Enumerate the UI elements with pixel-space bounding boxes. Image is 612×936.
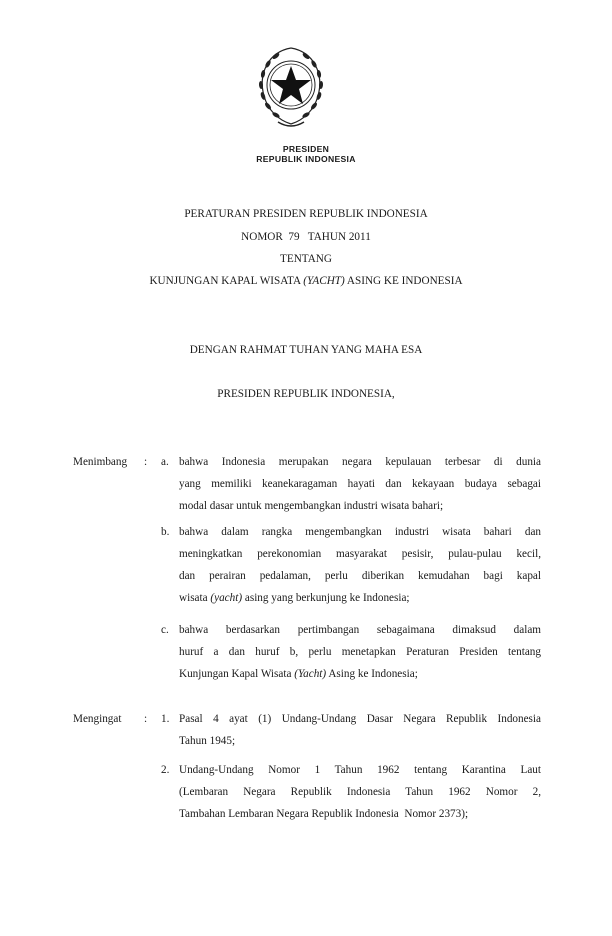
menimbang-item-c-mark: c.	[161, 624, 169, 636]
text-line: meningkatkan perekonomian masyarakat pesisir, pulau-pulau kecil,	[179, 548, 541, 560]
menimbang-item-b-mark: b.	[161, 526, 170, 538]
text-post: asing yang berkunjung ke Indonesia;	[242, 592, 410, 604]
text-line: modal dasar untuk mengembangkan industri wisata bahari;	[179, 500, 444, 512]
emblem-title-presiden: PRESIDEN	[282, 144, 330, 154]
preamble: DENGAN RAHMAT TUHAN YANG MAHA ESA	[189, 344, 423, 356]
regulation-title: PERATURAN PRESIDEN REPUBLIK INDONESIA	[184, 208, 428, 220]
menimbang-item-c	[179, 619, 541, 685]
garuda-star-emblem-icon	[256, 44, 326, 136]
menimbang-item-a-mark: a.	[161, 456, 169, 468]
regulation-subject-italic: (YACHT)	[303, 275, 345, 287]
mengingat-item-1-mark: 1.	[161, 713, 170, 725]
text-line: bahwa Indonesia merupakan negara kepulauan terbesar di dunia	[179, 456, 541, 468]
mengingat-label: Mengingat	[73, 713, 122, 725]
text-pre: wisata	[179, 592, 211, 604]
mengingat-item-2-mark: 2.	[161, 764, 170, 776]
menimbang-item-b	[179, 521, 541, 609]
mengingat-colon: :	[144, 713, 148, 725]
regulation-subject-post: ASING KE INDONESIA	[344, 275, 463, 287]
text-line: Tahun 1945;	[179, 735, 236, 747]
text-line: (Lembaran Negara Republik Indonesia Tahun 1962 Nomor 2,	[179, 786, 541, 798]
text-pre: Kunjungan Kapal Wisata	[179, 668, 295, 680]
text-line: Tambahan Lembaran Negara Republik Indonesia Nomor 2373);	[179, 808, 469, 820]
menimbang-item-a	[179, 451, 541, 517]
text-line	[179, 663, 541, 685]
text-line: huruf a dan huruf b, perlu menetapkan Peraturan Presiden tentang	[179, 646, 541, 658]
emblem-title-republik: REPUBLIK INDONESIA	[256, 154, 356, 164]
text-line: bahwa dalam rangka mengembangkan industri wisata bahari dan	[179, 526, 541, 538]
text-line: dan perairan pedalaman, perlu diberikan kemudahan bagi kapal	[179, 570, 541, 582]
text-line: Undang-Undang Nomor 1 Tahun 1962 tentang Karantina Laut	[179, 764, 541, 776]
mengingat-item-2	[179, 759, 541, 825]
text-line	[179, 587, 541, 609]
issuer: PRESIDEN REPUBLIK INDONESIA,	[217, 388, 395, 400]
mengingat-item-1	[179, 708, 541, 752]
regulation-subject-pre: KUNJUNGAN KAPAL WISATA	[149, 275, 304, 287]
menimbang-label: Menimbang	[73, 456, 128, 468]
text-post: Asing ke Indonesia;	[326, 668, 418, 680]
regulation-subject	[0, 274, 612, 288]
menimbang-colon: :	[144, 456, 148, 468]
text-line: Pasal 4 ayat (1) Undang-Undang Dasar Negara Republik Indonesia	[179, 713, 541, 725]
text-line: bahwa berdasarkan pertimbangan sebagaimana dimaksud dalam	[179, 624, 541, 636]
regulation-number: NOMOR 79 TAHUN 2011	[241, 231, 371, 243]
text-italic: (Yacht)	[294, 668, 327, 680]
regulation-tentang: TENTANG	[280, 253, 332, 265]
text-line: yang memiliki keanekaragaman hayati dan kekayaan budaya sebagai	[179, 478, 541, 490]
text-italic: (yacht)	[210, 592, 243, 604]
